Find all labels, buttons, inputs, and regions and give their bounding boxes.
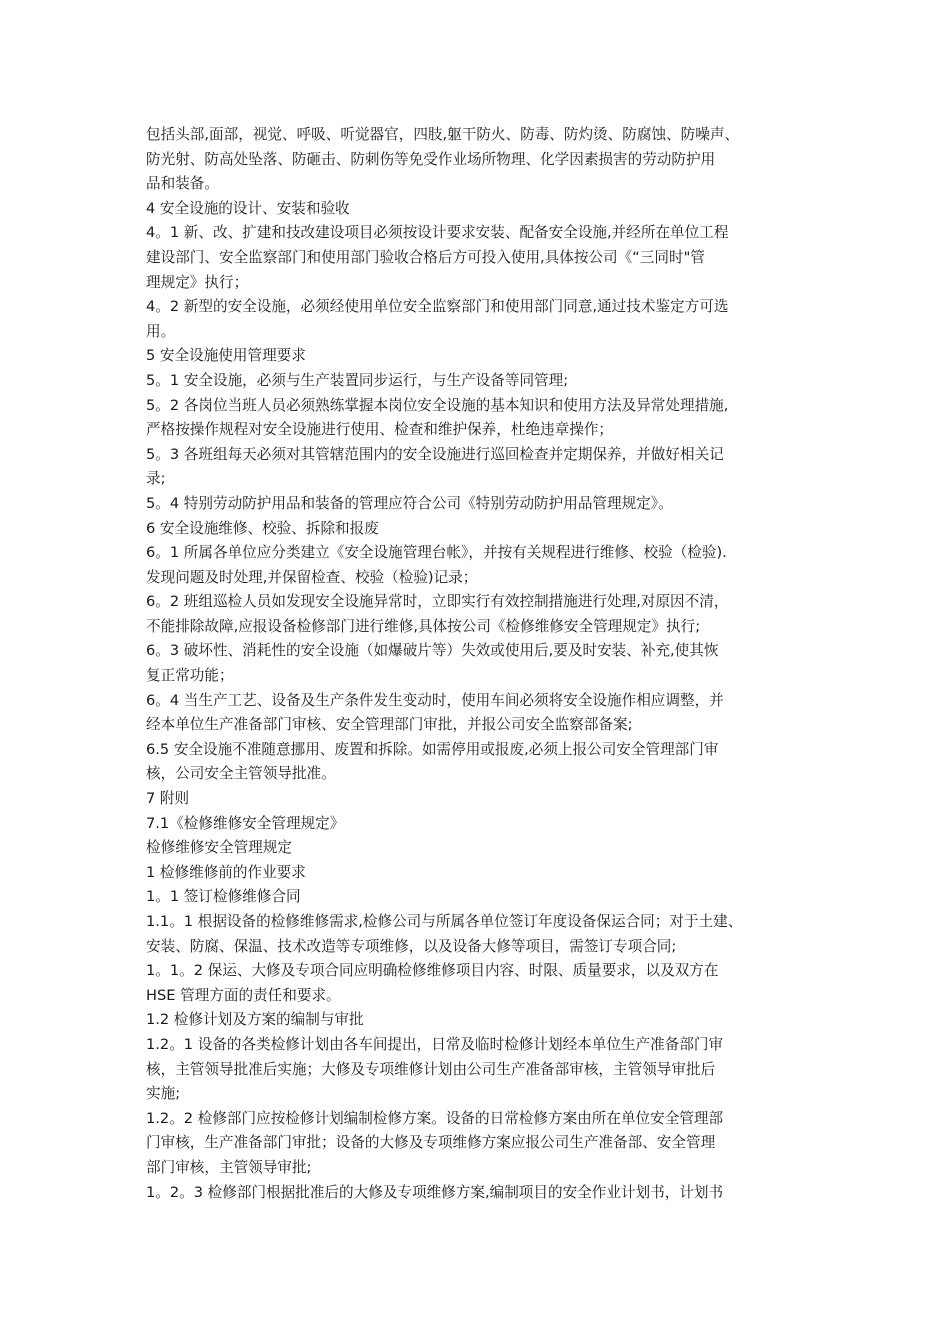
paragraph-line: 1。2。3 检修部门根据批准后的大修及专项维修方案,编制项目的安全作业计划书，计划书	[146, 1183, 724, 1201]
document-paragraph	[146, 295, 826, 344]
document-paragraph	[146, 689, 826, 738]
paragraph-line: 1.2。1 设备的各类检修计划由各车间提出，日常及临时检修计划经本单位生产准备部门审	[146, 1035, 724, 1053]
paragraph-line: 品和装备。	[146, 175, 219, 193]
paragraph-line: 6。3 破坏性、消耗性的安全设施（如爆破片等）失效或使用后,要及时安装、补充,使其恢	[146, 642, 719, 660]
document-paragraph	[146, 492, 826, 517]
paragraph-line: 4。1 新、改、扩建和技改建设项目必须按设计要求安装、配备安全设施,并经所在单位工程	[146, 224, 729, 242]
paragraph-line: 用。	[146, 322, 176, 340]
paragraph-line: 门审核，生产准备部门审批；设备的大修及专项维修方案应报公司生产准备部、安全管理	[146, 1134, 716, 1152]
paragraph-line: 5。1 安全设施，必须与生产装置同步运行，与生产设备等同管理;	[146, 371, 569, 389]
paragraph-line: 5 安全设施使用管理要求	[146, 347, 306, 365]
paragraph-line: 1.2 检修计划及方案的编制与审批	[146, 1011, 364, 1029]
document-paragraph	[146, 738, 826, 787]
document-body	[146, 123, 826, 1205]
document-paragraph	[146, 344, 826, 369]
paragraph-line: 发现问题及时处理,并保留检查、校验（检验)记录；	[146, 568, 478, 586]
paragraph-line: 4 安全设施的设计、安装和验收	[146, 199, 350, 217]
document-paragraph	[146, 1107, 826, 1181]
paragraph-line: 防光射、防高处坠落、防砸击、防刺伤等免受作业场所物理、化学因素损害的劳动防护用	[146, 150, 716, 168]
document-paragraph	[146, 123, 826, 197]
document-paragraph	[146, 590, 826, 639]
paragraph-line: 1。1。2 保运、大修及专项合同应明确检修维修项目内容、时限、质量要求，以及双方在	[146, 962, 719, 980]
paragraph-line: 5。4 特别劳动防护用品和装备的管理应符合公司《特别劳动防护用品管理规定》。	[146, 494, 673, 512]
document-paragraph	[146, 812, 826, 837]
paragraph-line: HSE 管理方面的责任和要求。	[146, 986, 341, 1004]
document-paragraph	[146, 197, 826, 222]
paragraph-line: 7 附则	[146, 790, 190, 808]
paragraph-line: 核，主管领导批准后实施；大修及专项维修计划由公司生产准备部审核，主管领导审批后	[146, 1060, 716, 1078]
paragraph-line: 1.2。2 检修部门应按检修计划编制检修方案。设备的日常检修方案由所在单位安全管理部	[146, 1109, 724, 1127]
paragraph-line: 1。1 签订检修维修合同	[146, 888, 301, 906]
paragraph-line: 7.1《检修维修安全管理规定》	[146, 814, 345, 832]
paragraph-line: 不能排除故障,应报设备检修部门进行维修,具体按公司《检修维修安全管理规定》执行;	[146, 617, 701, 635]
paragraph-line: 核，公司安全主管领导批准。	[146, 765, 336, 783]
document-paragraph	[146, 443, 826, 492]
document-paragraph	[146, 1008, 826, 1033]
paragraph-line: 录;	[146, 470, 166, 488]
paragraph-line: 检修维修安全管理规定	[146, 839, 292, 857]
paragraph-line: 经本单位生产准备部门审核、安全管理部门审批，并报公司安全监察部备案;	[146, 716, 633, 734]
paragraph-line: 5。3 各班组每天必须对其管辖范围内的安全设施进行巡回检查并定期保养，并做好相关记	[146, 445, 724, 463]
document-paragraph	[146, 221, 826, 295]
document-paragraph	[146, 541, 826, 590]
paragraph-line: 1.1。1 根据设备的检修维修需求,检修公司与所属各单位签订年度设备保运合同；对于土建、	[146, 913, 743, 930]
paragraph-line: 6。2 班组巡检人员如发现安全设施异常时，立即实行有效控制措施进行处理,对原因不清，	[146, 593, 729, 611]
document-paragraph	[146, 787, 826, 812]
document-paragraph	[146, 1033, 826, 1107]
document-paragraph	[146, 885, 826, 910]
paragraph-line: 理规定》执行；	[146, 273, 249, 291]
paragraph-line: 6。4 当生产工艺、设备及生产条件发生变动时，使用车间必须将安全设施作相应调整，并	[146, 691, 724, 709]
paragraph-line: 复正常功能；	[146, 667, 234, 685]
document-paragraph	[146, 369, 826, 394]
paragraph-line: 严格按操作规程对安全设施进行使用、检查和维护保养，杜绝违章操作；	[146, 421, 614, 439]
paragraph-line: 6 安全设施维修、校验、拆除和报废	[146, 519, 379, 537]
document-paragraph	[146, 836, 826, 861]
paragraph-line: 6。1 所属各单位应分类建立《安全设施管理台帐》，并按有关规程进行维修、校验（检验).	[146, 544, 727, 562]
document-paragraph	[146, 517, 826, 542]
paragraph-line: 4。2 新型的安全设施，必须经使用单位安全监察部门和使用部门同意,通过技术鉴定方可选	[146, 298, 729, 316]
document-paragraph	[146, 910, 826, 959]
document-paragraph	[146, 394, 826, 443]
document-paragraph	[146, 959, 826, 1008]
document-paragraph	[146, 1181, 826, 1206]
document-paragraph	[146, 861, 826, 886]
paragraph-line: 5。2 各岗位当班人员必须熟练掌握本岗位安全设施的基本知识和使用方法及异常处理措施,	[146, 396, 729, 414]
paragraph-line: 建设部门、安全监察部门和使用部门验收合格后方可投入使用,具体按公司《“三同时"管	[146, 248, 705, 266]
paragraph-line: 包括头部,面部，视觉、呼吸、听觉器官，四肢,躯干防火、防毒、防灼烫、防腐蚀、防噪声、	[146, 126, 740, 143]
paragraph-line: 6.5 安全设施不准随意挪用、废置和拆除。如需停用或报废,必须上报公司安全管理部门审	[146, 740, 719, 758]
document-paragraph	[146, 639, 826, 688]
paragraph-line: 实施;	[146, 1085, 181, 1103]
paragraph-line: 1 检修维修前的作业要求	[146, 863, 306, 881]
paragraph-line: 部门审核，主管领导审批;	[146, 1158, 312, 1176]
paragraph-line: 安装、防腐、保温、技术改造等专项维修，以及设备大修等项目，需签订专项合同;	[146, 937, 677, 955]
